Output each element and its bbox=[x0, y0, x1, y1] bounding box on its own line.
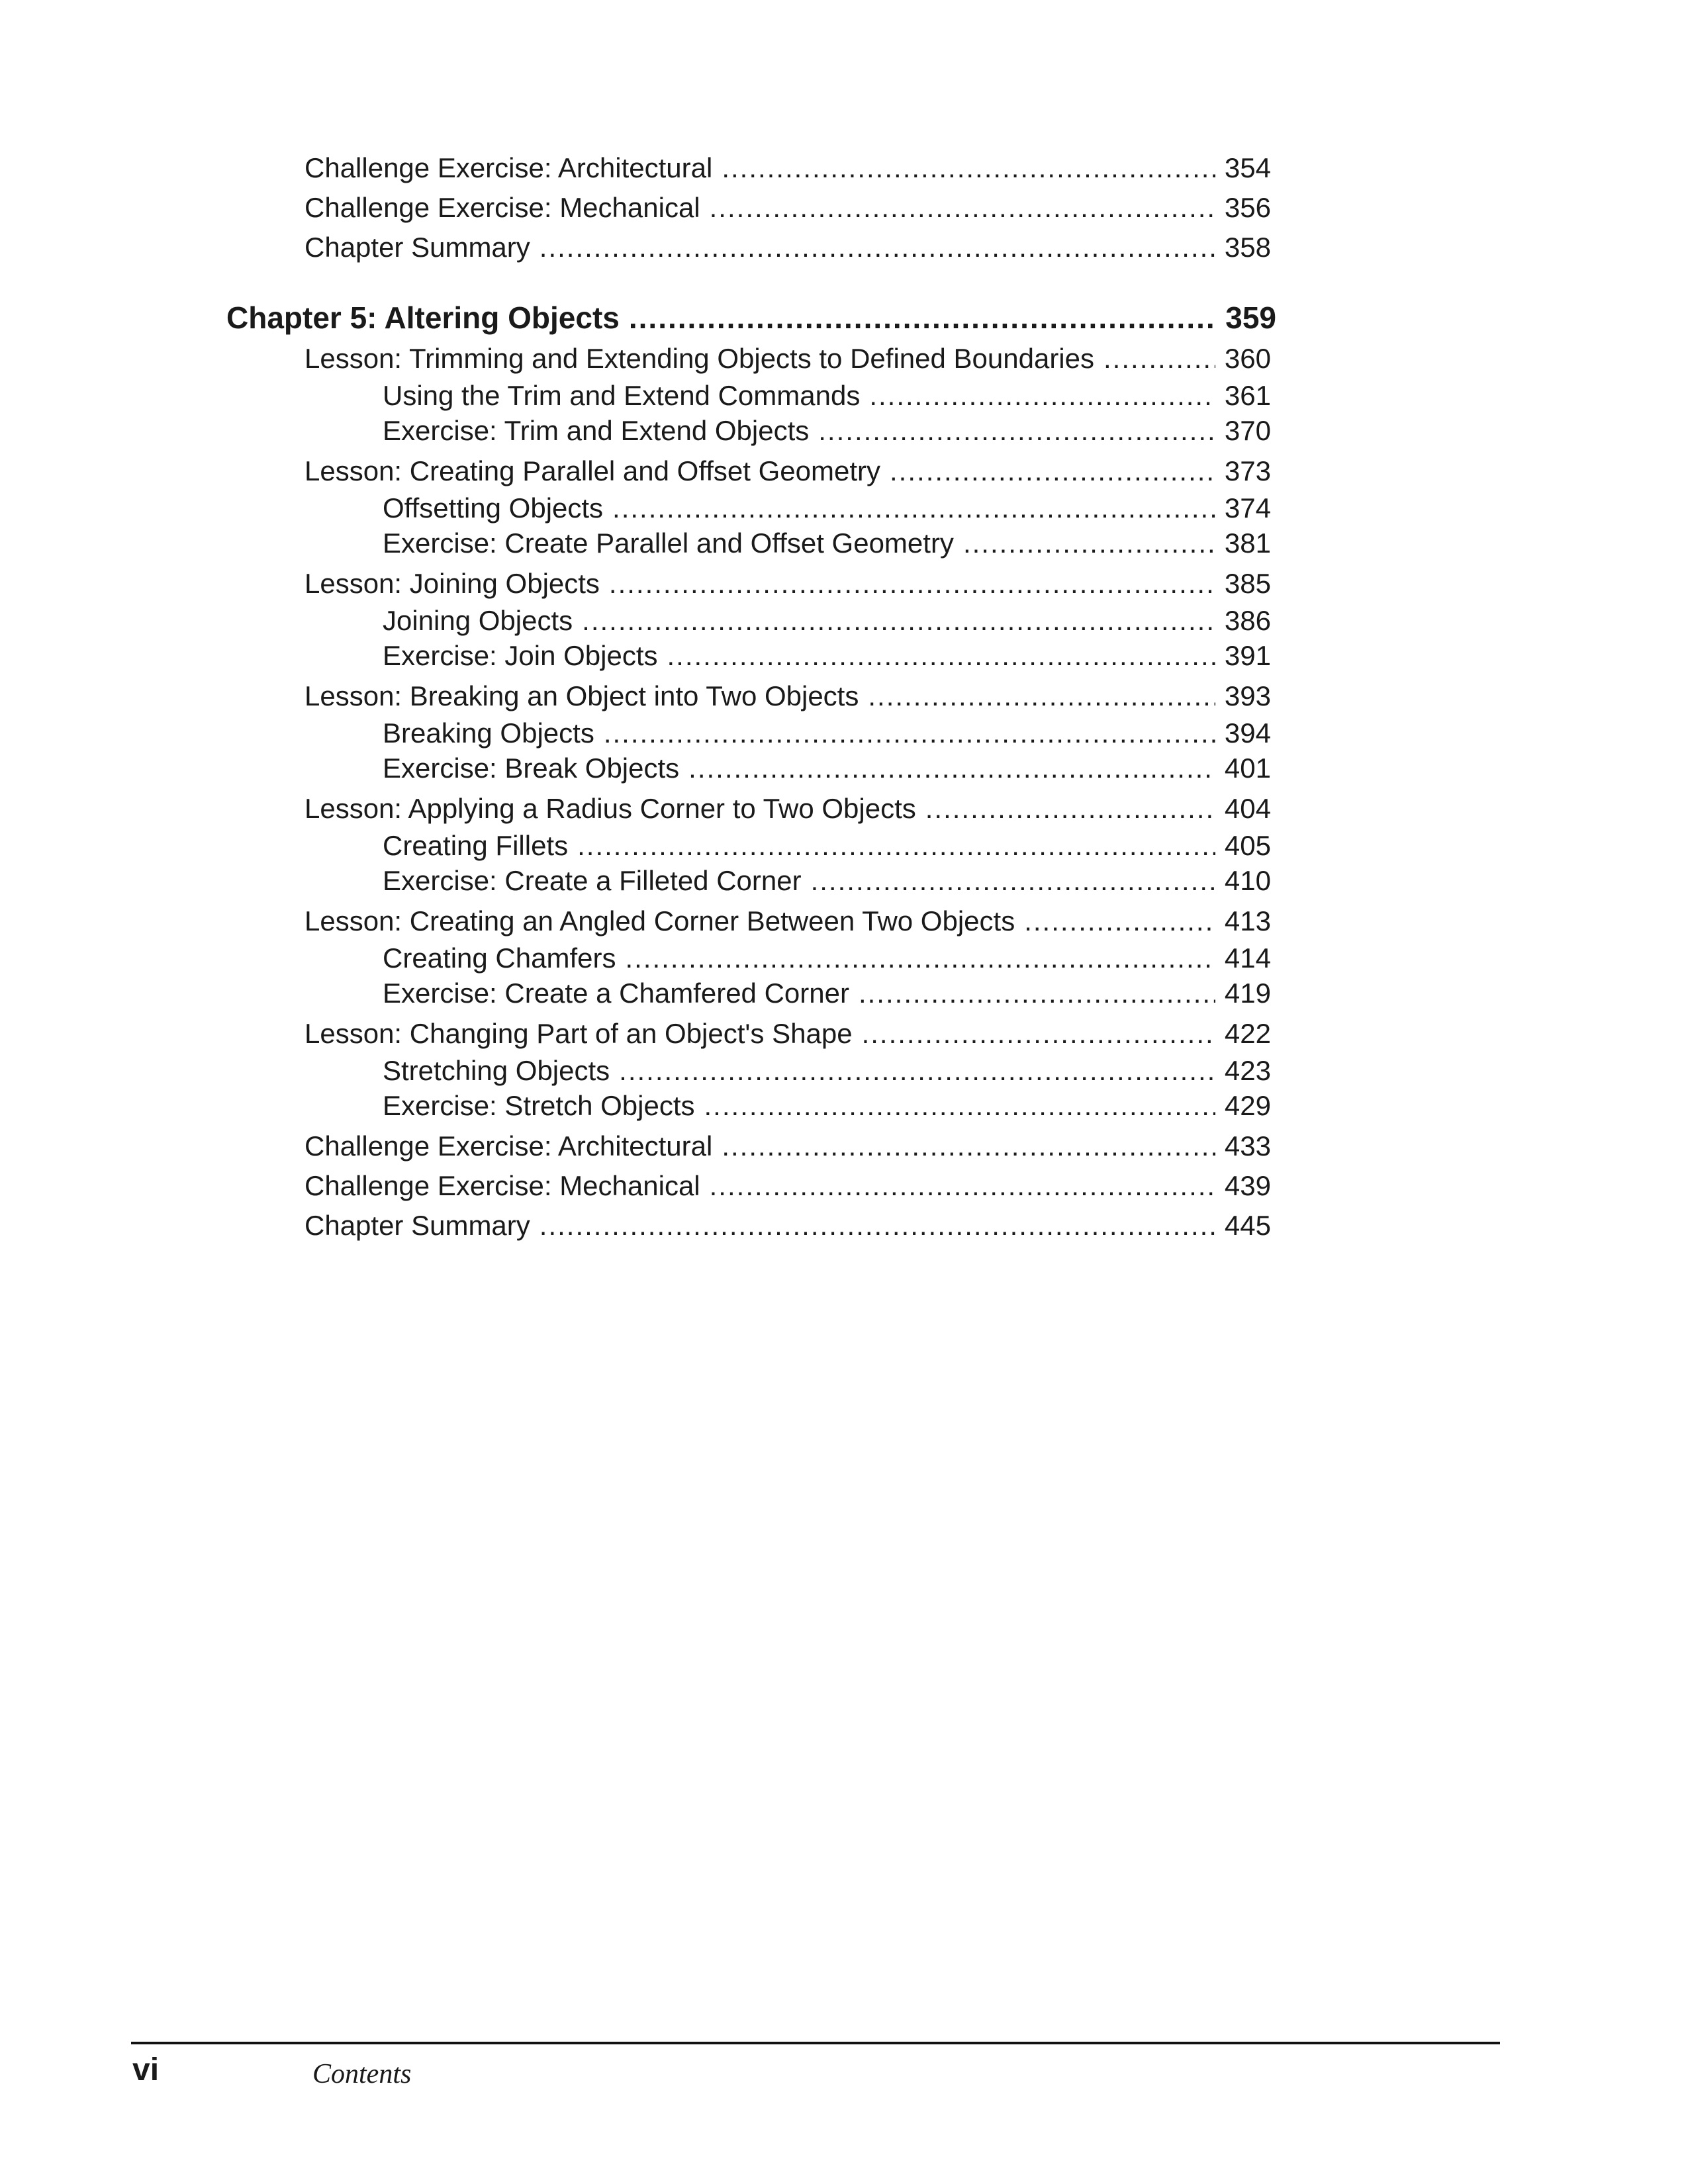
toc-entry-page: 445 bbox=[1224, 1210, 1271, 1241]
toc-entry-label: Challenge Exercise: Architectural bbox=[305, 1130, 713, 1161]
toc-entry-label: Exercise: Trim and Extend Objects bbox=[383, 415, 810, 446]
toc-entry-page: 391 bbox=[1224, 640, 1271, 671]
dot-leader bbox=[862, 1015, 1215, 1052]
toc-entry-page: 373 bbox=[1224, 455, 1271, 486]
toc-entry-label: Joining Objects bbox=[383, 605, 573, 636]
toc-entry-page: 386 bbox=[1224, 605, 1271, 636]
toc-lesson-entry[interactable] bbox=[305, 340, 1271, 377]
toc-lesson-entry[interactable] bbox=[305, 790, 1271, 827]
toc-lesson-entry[interactable] bbox=[305, 1015, 1271, 1052]
dot-leader bbox=[818, 412, 1215, 449]
dot-leader bbox=[629, 299, 1216, 336]
toc-entry-page: 385 bbox=[1224, 568, 1271, 599]
dot-leader bbox=[1103, 340, 1215, 377]
footer-rule bbox=[131, 2042, 1500, 2044]
toc-sub-entry[interactable] bbox=[383, 715, 1271, 752]
toc-sub-entry[interactable] bbox=[383, 490, 1271, 527]
toc-entry-page: 404 bbox=[1224, 793, 1271, 824]
toc-entry-page: 374 bbox=[1224, 492, 1271, 523]
toc-entry[interactable] bbox=[305, 1167, 1271, 1205]
toc-sub-entry[interactable] bbox=[383, 637, 1271, 674]
toc-sub-entry[interactable] bbox=[383, 1087, 1271, 1124]
footer-page-number: vi bbox=[132, 2052, 160, 2087]
dot-leader bbox=[619, 1052, 1215, 1089]
toc-entry-label: Offsetting Objects bbox=[383, 492, 604, 523]
dot-leader bbox=[625, 940, 1215, 977]
dot-leader bbox=[539, 229, 1215, 266]
toc-entry-label: Challenge Exercise: Mechanical bbox=[305, 192, 700, 223]
toc-entry-label: Exercise: Create a Filleted Corner bbox=[383, 865, 802, 896]
toc-lesson-entry[interactable] bbox=[305, 453, 1271, 490]
dot-leader bbox=[612, 490, 1215, 527]
toc-entry-page: 423 bbox=[1224, 1055, 1271, 1086]
dot-leader bbox=[667, 637, 1215, 674]
toc-entry-page: 370 bbox=[1224, 415, 1271, 446]
toc-entry-label: Exercise: Create Parallel and Offset Geometry bbox=[383, 527, 954, 559]
toc-chapter-page: 359 bbox=[1225, 300, 1276, 335]
toc-entry-label: Lesson: Changing Part of an Object's Shape bbox=[305, 1018, 853, 1049]
dot-leader bbox=[539, 1207, 1215, 1244]
toc-sub-entry[interactable] bbox=[383, 862, 1271, 899]
toc-entry[interactable] bbox=[305, 1128, 1271, 1165]
toc-entry-label: Lesson: Trimming and Extending Objects to Defined Boundaries bbox=[305, 343, 1095, 374]
dot-leader bbox=[859, 975, 1215, 1012]
toc-sub-entry[interactable] bbox=[383, 525, 1271, 562]
toc-sub-entry[interactable] bbox=[383, 377, 1271, 414]
toc-entry-label: Lesson: Creating an Angled Corner Between Two Objects bbox=[305, 905, 1015, 936]
dot-leader bbox=[577, 827, 1215, 864]
dot-leader bbox=[609, 565, 1215, 602]
toc-entry-page: 414 bbox=[1224, 942, 1271, 974]
dot-leader bbox=[722, 1128, 1215, 1165]
toc-entry-page: 356 bbox=[1224, 192, 1271, 223]
footer-section-title: Contents bbox=[312, 2059, 412, 2089]
dot-leader bbox=[688, 750, 1215, 787]
toc-entry-page: 358 bbox=[1224, 232, 1271, 263]
dot-leader bbox=[704, 1087, 1215, 1124]
toc-lesson-entry[interactable] bbox=[305, 565, 1271, 602]
dot-leader bbox=[722, 150, 1215, 187]
toc-entry[interactable] bbox=[305, 1207, 1271, 1244]
toc-entry-label: Chapter Summary bbox=[305, 232, 530, 263]
toc-entry-page: 429 bbox=[1224, 1090, 1271, 1121]
toc-sub-entry[interactable] bbox=[383, 940, 1271, 977]
toc-entry-page: 354 bbox=[1224, 152, 1271, 183]
toc-entry-label: Exercise: Create a Chamfered Corner bbox=[383, 978, 849, 1009]
toc-entry-label: Exercise: Break Objects bbox=[383, 752, 680, 784]
toc-entry-label: Challenge Exercise: Mechanical bbox=[305, 1170, 700, 1201]
toc-entry-label: Creating Fillets bbox=[383, 830, 569, 861]
dot-leader bbox=[604, 715, 1215, 752]
toc-entry-label: Challenge Exercise: Architectural bbox=[305, 152, 713, 183]
toc-entry-page: 394 bbox=[1224, 717, 1271, 749]
toc-entry[interactable] bbox=[305, 229, 1271, 266]
toc-chapter-label: Chapter 5: Altering Objects bbox=[226, 300, 620, 335]
toc-entry-page: 410 bbox=[1224, 865, 1271, 896]
toc-sub-entry[interactable] bbox=[383, 602, 1271, 639]
toc-entry-label: Exercise: Stretch Objects bbox=[383, 1090, 695, 1121]
toc-entry-label: Breaking Objects bbox=[383, 717, 594, 749]
dot-leader bbox=[1024, 903, 1215, 940]
toc-sub-entry[interactable] bbox=[383, 750, 1271, 787]
toc-entry[interactable] bbox=[305, 189, 1271, 226]
toc-lesson-entry[interactable] bbox=[305, 903, 1271, 940]
toc-entry-label: Using the Trim and Extend Commands bbox=[383, 380, 861, 411]
toc-entry-label: Lesson: Applying a Radius Corner to Two Objects bbox=[305, 793, 916, 824]
toc-entry-label: Chapter Summary bbox=[305, 1210, 530, 1241]
toc-entry-label: Creating Chamfers bbox=[383, 942, 616, 974]
toc-entry-page: 422 bbox=[1224, 1018, 1271, 1049]
toc-entry-page: 401 bbox=[1224, 752, 1271, 784]
dot-leader bbox=[582, 602, 1215, 639]
toc-entry-page: 433 bbox=[1224, 1130, 1271, 1161]
toc-sub-entry[interactable] bbox=[383, 827, 1271, 864]
dot-leader bbox=[869, 377, 1215, 414]
toc-entry-page: 405 bbox=[1224, 830, 1271, 861]
dot-leader bbox=[710, 189, 1215, 226]
toc-entry[interactable] bbox=[305, 150, 1271, 187]
dot-leader bbox=[868, 678, 1215, 715]
toc-chapter-heading[interactable] bbox=[226, 299, 1276, 336]
toc-lesson-entry[interactable] bbox=[305, 678, 1271, 715]
toc-entry-label: Lesson: Joining Objects bbox=[305, 568, 600, 599]
dot-leader bbox=[710, 1167, 1215, 1205]
dot-leader bbox=[890, 453, 1215, 490]
toc-entry-label: Lesson: Breaking an Object into Two Objects bbox=[305, 680, 859, 711]
toc-sub-entry[interactable] bbox=[383, 975, 1271, 1012]
toc-entry-label: Exercise: Join Objects bbox=[383, 640, 658, 671]
toc-sub-entry[interactable] bbox=[383, 1052, 1271, 1089]
toc-entry-page: 419 bbox=[1224, 978, 1271, 1009]
toc-entry-label: Lesson: Creating Parallel and Offset Geometry bbox=[305, 455, 881, 486]
dot-leader bbox=[811, 862, 1215, 899]
toc-entry-page: 413 bbox=[1224, 905, 1271, 936]
toc-sub-entry[interactable] bbox=[383, 412, 1271, 449]
toc-entry-page: 439 bbox=[1224, 1170, 1271, 1201]
toc-entry-page: 361 bbox=[1224, 380, 1271, 411]
dot-leader bbox=[925, 790, 1215, 827]
toc-entry-page: 393 bbox=[1224, 680, 1271, 711]
toc-entry-label: Stretching Objects bbox=[383, 1055, 610, 1086]
toc-entry-page: 381 bbox=[1224, 527, 1271, 559]
toc-entry-page: 360 bbox=[1224, 343, 1271, 374]
dot-leader bbox=[963, 525, 1215, 562]
